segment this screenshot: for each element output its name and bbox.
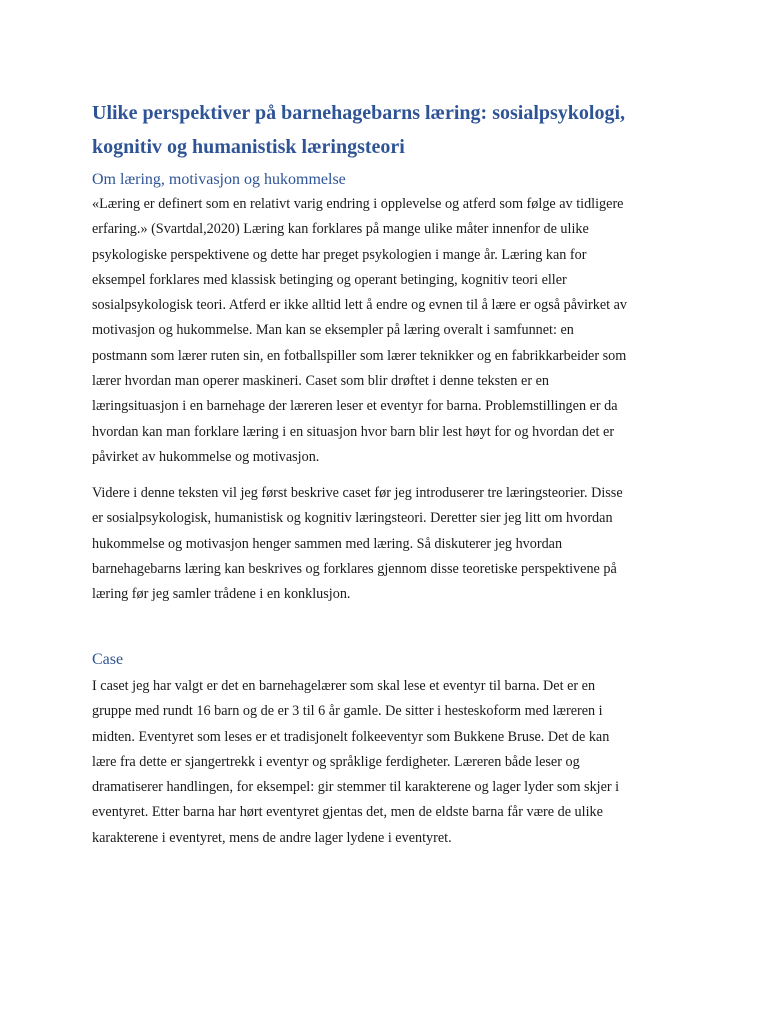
text-line: psykologiske perspektivene og dette har preget psykologien i mange år. Læring kan for: [92, 246, 587, 263]
title-line: Ulike perspektiver på barnehagebarns læring: sosialpsykologi,: [92, 102, 626, 124]
text-line: hvordan kan man forklare læring i en situasjon hvor barn blir lest høyt for og hvordan det er: [92, 423, 615, 440]
text-line: hukommelse og motivasjon henger sammen med læring. Så diskuterer jeg hvordan: [92, 535, 563, 552]
section-heading-case: Case: [92, 651, 124, 668]
text-line: læringsituasjon i en barnehage der læreren leser et eventyr for barna. Problemstillingen er da: [92, 398, 618, 415]
paragraph-case: [92, 674, 692, 851]
paragraph-intro: [92, 192, 692, 470]
text-line: karakterene i eventyret, mens de andre lager lydene i eventyret.: [92, 829, 452, 846]
text-line: «Læring er definert som en relativt varig endring i opplevelse og atferd som følge av tidligere: [92, 196, 624, 212]
text-line: postmann som lærer ruten sin, en fotballspiller som lærer teknikker og en fabrikkarbeider som: [92, 347, 627, 364]
text-line: sosialpsykologisk teori. Atferd er ikke alltid lett å endre og evnen til å lære er også påvirket av: [92, 297, 628, 314]
text-line: I caset jeg har valgt er det en barnehagelærer som skal lese et eventyr til barna. Det er en: [92, 678, 596, 694]
text-line: erfaring.» (Svartdal,2020) Læring kan forklares på mange ulike måter innenfor de ulike: [92, 221, 589, 238]
text-line: er sosialpsykologisk, humanistisk og kognitiv læringsteori. Deretter sier jeg litt om hvordan: [92, 510, 613, 527]
document-title: [92, 96, 692, 164]
text-line: motivasjon og hukommelse. Man kan se eksempler på læring overalt i samfunnet: en: [92, 322, 574, 339]
text-line: eventyret. Etter barna har hørt eventyret gjentas det, men de eldste barna får være de ulike: [92, 804, 603, 821]
text-line: Videre i denne teksten vil jeg først beskrive caset før jeg introduserer tre læringsteorier. Disse: [92, 485, 623, 501]
text-line: gruppe med rundt 16 barn og de er 3 til 6 år gamle. De sitter i hesteskoform med læreren i: [92, 703, 603, 720]
text-line: lærer hvordan man operer maskineri. Caset som blir drøftet i denne teksten er en: [92, 373, 550, 390]
text-line: lære fra dette er sjangertrekk i eventyr og språklige ferdigheter. Læreren både leser og: [92, 753, 580, 770]
section-heading-om-laering: Om læring, motivasjon og hukommelse: [92, 171, 346, 188]
title-line: kognitiv og humanistisk læringsteori: [92, 136, 405, 158]
text-line: midten. Eventyret som leses er et tradisjonelt folkeeventyr som Bukkene Bruse. Det de kan: [92, 728, 610, 745]
text-line: eksempel forklares med klassisk betinging og operant betinging, kognitiv teori eller: [92, 271, 567, 288]
text-line: påvirket av hukommelse og motivasjon.: [92, 448, 320, 465]
text-line: læring før jeg samler trådene i en konklusjon.: [92, 586, 351, 603]
paragraph-overview: [92, 481, 692, 607]
text-line: barnehagebarns læring kan beskrives og forklares gjennom disse teoretiske perspektivene på: [92, 560, 617, 577]
text-line: dramatiserer handlingen, for eksempel: gir stemmer til karakterene og lager lyder som skjer i: [92, 779, 620, 796]
